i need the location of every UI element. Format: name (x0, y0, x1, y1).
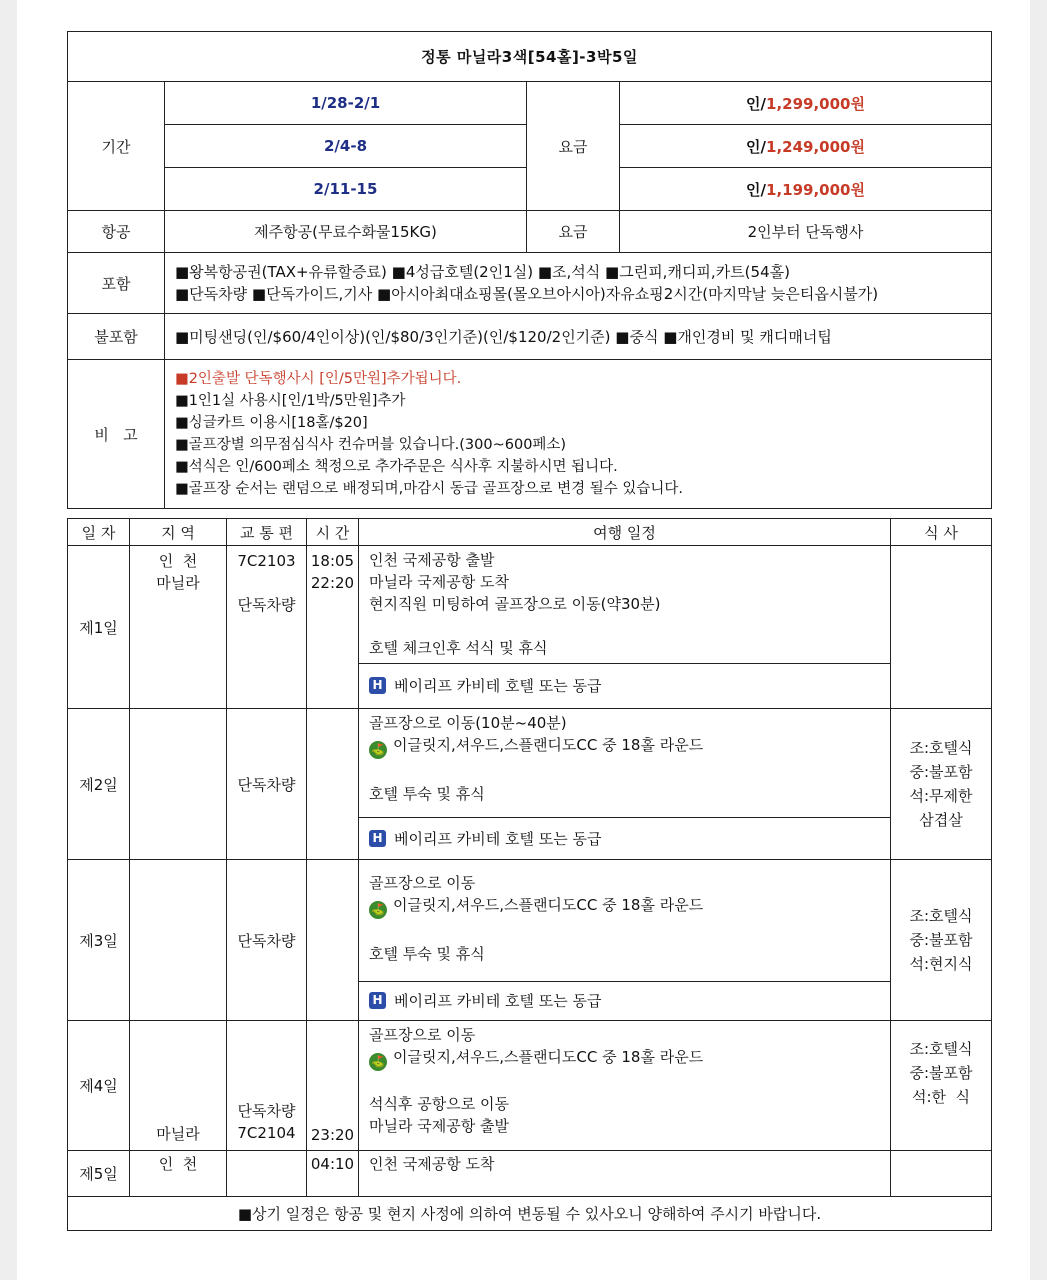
day4-meal-1: 조:호텔식 (909, 1040, 973, 1058)
day2-meal-1: 조:호텔식 (909, 739, 973, 757)
day3-golf: 이글릿지,셔우드,스플랜디도CC 중 18홀 라운드 (393, 896, 704, 914)
day3-line-gap (369, 919, 886, 943)
day2-meal-4: 삼겹살 (919, 811, 963, 829)
include-content (165, 253, 992, 314)
day3-hotel: 베이리프 카비테 호텔 또는 동급 (394, 992, 602, 1010)
day2-meal-3: 석:무제한 (909, 787, 973, 805)
day4-meals (891, 1021, 992, 1151)
notes-line-1: ■1인1실 사용시[인/1박/5만원]추가 (175, 393, 406, 409)
day5-time: 04:10 (307, 1151, 359, 1197)
day1-meals (891, 546, 992, 709)
day1-line-2: 마닐라 국제공항 도착 (369, 573, 509, 591)
header-time: 시 간 (307, 519, 359, 546)
page-title: 정통 마닐라3색[54홀]-3박5일 (68, 32, 992, 82)
day1-region (130, 546, 227, 709)
day4-line-3: 마닐라 국제공항 출발 (369, 1117, 509, 1135)
day1-line-3: 현지직원 미팅하여 골프장으로 이동(약30분) (369, 595, 661, 613)
day2-hotel: 베이리프 카비테 호텔 또는 동급 (394, 829, 602, 848)
day3-golf-line (369, 894, 886, 919)
notes-line-3: ■골프장별 의무점심식사 컨슈머블 있습니다.(300~600페소) (175, 437, 567, 453)
hotel-icon: H (369, 992, 386, 1009)
notes-content (165, 360, 992, 509)
day2-line-1: 골프장으로 이동(10분~40분) (369, 714, 567, 732)
day3-meals (891, 860, 992, 1021)
fee-amount-1: 1,299,000원 (766, 94, 865, 113)
day2-region (130, 709, 227, 860)
day2-golf: 이글릿지,셔우드,스플랜디도CC 중 18홀 라운드 (393, 736, 704, 754)
day2-itinerary (359, 709, 891, 860)
day2-itinerary-lines (369, 712, 886, 805)
info-table (67, 31, 992, 509)
day3-line-2: 호텔 투숙 및 휴식 (369, 945, 485, 963)
day3-meal-1: 조:호텔식 (909, 907, 973, 925)
day4-vehicle: 단독차량 (237, 1102, 296, 1120)
schedule-row-day4 (68, 1021, 992, 1151)
schedule-row-day2 (68, 709, 992, 860)
day5-meals (891, 1151, 992, 1197)
header-region: 지 역 (130, 519, 227, 546)
day1-time-1: 18:05 (310, 552, 355, 570)
golf-icon: ⛳ (369, 741, 387, 759)
day1-transport-spacer (227, 572, 306, 594)
day4-line-gap (369, 1071, 880, 1093)
day3-hotel-row (359, 981, 890, 1019)
day3-line-1: 골프장으로 이동 (369, 874, 476, 892)
day4-meal-3: 석:한 식 (911, 1088, 971, 1106)
day1-region-1: 인 천 (158, 552, 198, 570)
airline-fee-value: 2인부터 단독행사 (620, 211, 992, 253)
day1-hotel: 베이리프 카비테 호텔 또는 동급 (394, 677, 602, 695)
header-day: 일 자 (68, 519, 130, 546)
day3-transport: 단독차량 (227, 860, 307, 1021)
fee-3 (620, 168, 992, 211)
period-date-1: 1/28-2/1 (165, 82, 527, 125)
notes-line-4: ■석식은 인/600페소 책정으로 추가주문은 식사후 지불하시면 됩니다. (175, 459, 618, 475)
notes-label: 비 고 (68, 360, 165, 509)
fee-prefix: 인/ (746, 180, 767, 199)
fee-prefix: 인/ (746, 94, 767, 113)
golf-icon: ⛳ (369, 901, 387, 919)
notes-line-5: ■골프장 순서는 랜덤으로 배정되며,마감시 동급 골프장으로 변경 될수 있습니다. (175, 481, 684, 497)
day3-region (130, 860, 227, 1021)
airline-label: 항공 (68, 211, 165, 253)
notes-line-2: ■싱글카트 이용시[18홀/$20] (175, 415, 368, 431)
include-label: 포함 (68, 253, 165, 314)
day3-itinerary-lines (369, 872, 886, 965)
day5-itinerary: 인천 국제공항 도착 (359, 1151, 891, 1197)
day4-golf: 이글릿지,셔우드,스플랜디도CC 중 18홀 라운드 (393, 1048, 704, 1066)
period-date-3: 2/11-15 (165, 168, 527, 211)
day2-hotel-row (359, 817, 890, 858)
header-meals: 식 사 (891, 519, 992, 546)
fee-prefix: 인/ (746, 137, 767, 156)
day4-itinerary-lines (359, 1021, 890, 1140)
day2-meal-2: 중:불포함 (909, 763, 973, 781)
day1-itinerary (359, 546, 891, 709)
day4-meal-2: 중:불포함 (909, 1064, 973, 1082)
day4-transport (227, 1021, 307, 1151)
schedule-row-day3 (68, 860, 992, 1021)
day5-transport (227, 1151, 307, 1197)
day4-time: 23:20 (307, 1021, 359, 1151)
schedule-table (67, 518, 992, 1231)
day2-meals (891, 709, 992, 860)
day3-label: 제3일 (68, 860, 130, 1021)
day4-region: 마닐라 (130, 1021, 227, 1151)
day4-line-1: 골프장으로 이동 (369, 1026, 476, 1044)
day1-hotel-row (359, 663, 890, 707)
day1-line-4: 호텔 체크인후 석식 및 휴식 (369, 639, 548, 657)
hotel-icon: H (369, 830, 386, 847)
day2-golf-line (369, 734, 886, 759)
day3-meal-3: 석:현지식 (909, 955, 973, 973)
day2-line-2: 호텔 투숙 및 휴식 (369, 785, 485, 803)
day4-golf-line (369, 1046, 880, 1071)
day3-meal-2: 중:불포함 (909, 931, 973, 949)
day1-time-2: 22:20 (310, 574, 355, 592)
airline-fee-label: 요금 (527, 211, 620, 253)
day3-time (307, 860, 359, 1021)
day4-flight: 7C2104 (237, 1124, 296, 1142)
fee-amount-3: 1,199,000원 (766, 180, 865, 199)
day5-region: 인 천 (130, 1151, 227, 1197)
fee-2 (620, 125, 992, 168)
day2-label: 제2일 (68, 709, 130, 860)
exclude-label: 불포함 (68, 314, 165, 360)
hotel-icon: H (369, 677, 386, 694)
day1-itinerary-lines (369, 549, 886, 659)
day4-itinerary (359, 1021, 891, 1151)
notes-highlight: ■2인출발 단독행사시 [인/5만원]추가됩니다. (175, 371, 462, 387)
schedule-row-day1 (68, 546, 992, 709)
fee-1 (620, 82, 992, 125)
day1-region-2: 마닐라 (156, 574, 200, 592)
day3-itinerary (359, 860, 891, 1021)
fee-label: 요금 (527, 82, 620, 211)
include-line-1: ■왕복항공권(TAX+유류할증료) ■4성급호텔(2인1실) ■조,석식 ■그린피,캐디피,카트(54홀) (175, 263, 790, 281)
period-date-2: 2/4-8 (165, 125, 527, 168)
include-line-2: ■단독차량 ■단독가이드,기사 ■아시아최대쇼핑몰(몰오브아시아)자유쇼핑2시간(마지막날 늦은티옵시불가) (175, 285, 879, 303)
schedule-row-day5 (68, 1151, 992, 1197)
day1-transport (227, 546, 307, 709)
golf-icon: ⛳ (369, 1053, 387, 1071)
airline-value: 제주항공(무료수화물15KG) (165, 211, 527, 253)
exclude-content: ■미팅샌딩(인/$60/4인이상)(인/$80/3인기준)(인/$120/2인기준) ■중식 ■개인경비 및 캐디매너팁 (165, 314, 992, 360)
day1-line-1: 인천 국제공항 출발 (369, 551, 495, 569)
day2-line-gap (369, 759, 886, 783)
fee-amount-2: 1,249,000원 (766, 137, 865, 156)
header-transport: 교 통 편 (227, 519, 307, 546)
schedule-footer: ■상기 일정은 항공 및 현지 사정에 의하여 변동될 수 있사오니 양해하여 주시기 바랍니다. (68, 1197, 992, 1231)
day2-time (307, 709, 359, 860)
day5-label: 제5일 (68, 1151, 130, 1197)
day2-transport: 단독차량 (227, 709, 307, 860)
day1-label: 제1일 (68, 546, 130, 709)
day1-flight: 7C2103 (237, 552, 296, 570)
header-itinerary: 여행 일정 (359, 519, 891, 546)
day4-label: 제4일 (68, 1021, 130, 1151)
day1-vehicle: 단독차량 (237, 596, 296, 614)
day1-time (307, 546, 359, 709)
day4-line-2: 석식후 공항으로 이동 (369, 1095, 509, 1113)
day1-line-gap (369, 615, 886, 637)
period-label: 기간 (68, 82, 165, 211)
